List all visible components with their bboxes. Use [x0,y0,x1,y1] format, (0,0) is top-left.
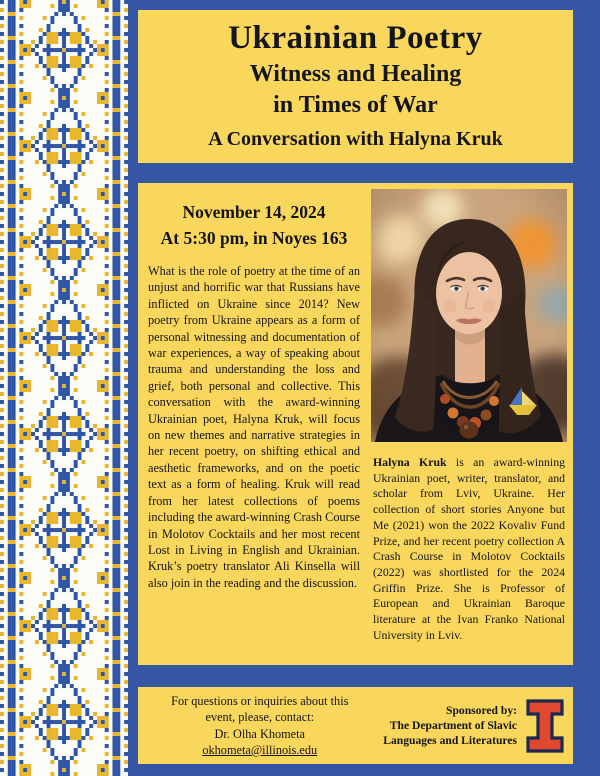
footer-panel [138,687,573,764]
main-panel [138,183,573,665]
poster-subtitle-line1: Witness and Healing [249,61,462,87]
event-time-place-line: At 5:30 pm, in Noyes 163 [160,228,348,248]
event-date-line: November 14, 2024 [182,202,326,222]
contact-block [138,693,376,759]
speaker-bio [373,455,565,643]
sponsor-block [376,698,573,754]
sponsor-line-2: The Department of Slavic [389,719,517,732]
portrait-graphic [371,189,567,442]
poster-tagline: A Conversation with Halyna Kruk [208,128,503,150]
speaker-photo [371,189,567,442]
poster-subtitle-line2: in Times of War [273,92,438,118]
sponsor-text [383,703,517,748]
sponsor-line-3: Languages and Literatures [383,734,517,747]
poster-title: Ukrainian Poetry [228,20,483,56]
event-details-column [148,189,360,659]
illinois-block-i-logo [525,698,565,754]
speaker-bio-text: is an award-winning Ukrainian poet, writer, translator, and scholar from Lviv, Ukraine. Her collection of short stories Anyone but Me (2021) won the 2022 Kovaliv Fund Prize, and her recent poetry collection A Crash Course in Molotov Cocktails (2022) was shortlisted for the 2024 Griffin Prize. She is Professor of European and Ukrainian Baroque literature at the Ivan Franko National University in Lviv. [373,455,565,642]
contact-line-2: event, please, contact: [205,710,315,724]
contact-line-1: For questions or inquiries about this [171,693,349,708]
contact-email-link[interactable]: okhometa@illinois.edu [202,743,318,757]
speaker-name: Halyna Kruk [373,455,447,469]
event-datetime [148,199,360,251]
header-panel [138,10,573,163]
vyshyvanka-pattern-graphic [0,0,128,776]
event-description: What is the role of poetry at the time of an unjust and horrific war that Russians have inflicted on Ukraine since 2014? New poetry from Ukraine appears as a form of personal witnessing and documentation of war experiences, a way of speaking about trauma and understanding the loss and grief, both personal and collective. This conversation with the award-winning Ukrainian poet, Halyna Kruk, will focus on new themes and narrative strategies in her recent poetry, on shifting ethical and aesthetic frameworks, and on the poetic text as a form of healing. Kruk will read from her latest collections of poems including the award-winning Crash Course in Molotov Cocktails and her most recent Lost in Living in English and Ukrainian. Kruk’s poetry translator Ali Kinsella will also join in the reading and the discussion. [148,264,360,590]
embroidery-border [0,0,128,776]
speaker-column [371,189,567,659]
sponsor-line-1: Sponsored by: [446,704,517,717]
contact-name: Dr. Olha Khometa [214,726,306,741]
